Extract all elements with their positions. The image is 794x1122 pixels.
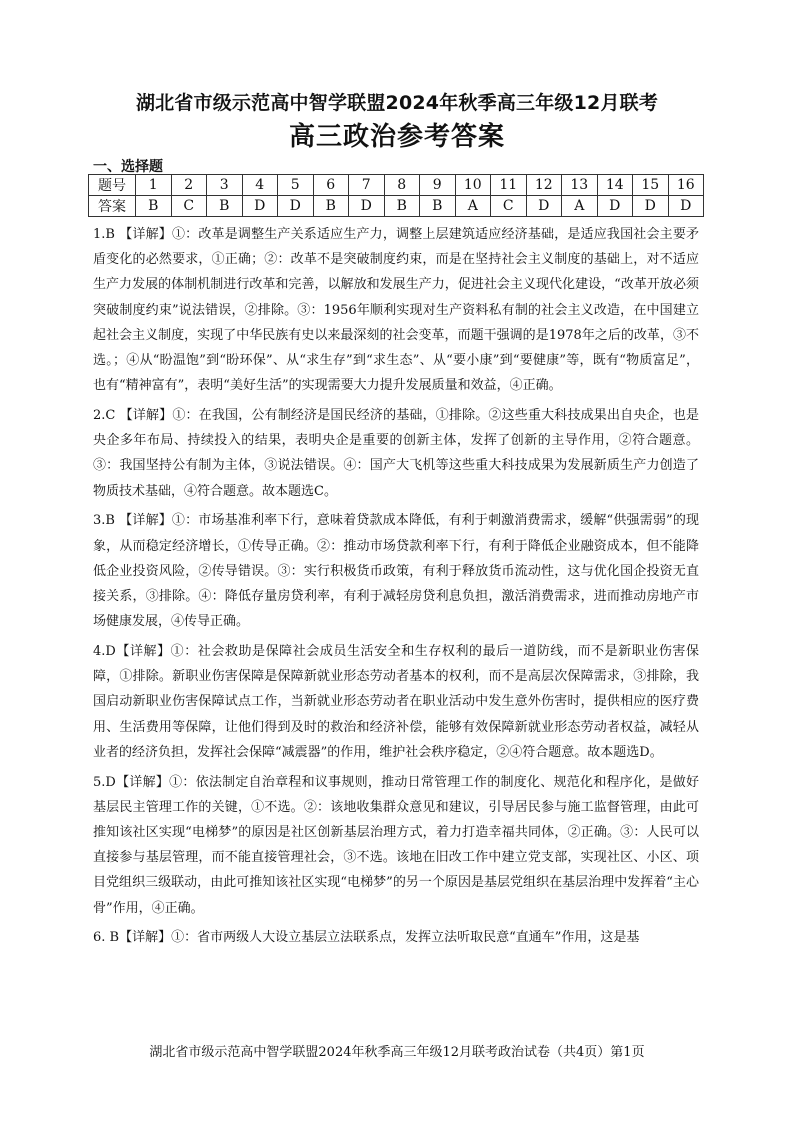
question-number: 12: [526, 175, 562, 196]
explanation-q6: 6. B【详解】①：省市两级人大设立基层立法联系点，发挥立法听取民意“直通车”作用，这是基: [93, 930, 640, 946]
question-number: 11: [491, 175, 527, 196]
answer-cell: D: [597, 196, 633, 217]
question-number-row: [89, 175, 704, 196]
answer-cell: D: [633, 196, 669, 217]
answer-cell: B: [384, 196, 420, 217]
row-label-number: 题号: [89, 175, 136, 196]
answer-cell: B: [420, 196, 456, 217]
answer-cell: D: [278, 196, 314, 217]
question-number: 13: [562, 175, 598, 196]
question-number: 15: [633, 175, 669, 196]
explanation-q2: 2.C 【详解】①：在我国，公有制经济是国民经济的基础，①排除。②这些重大科技成果出自央企，也是央企多年布局、持续投入的结果，表明央企是重要的创新主体，发挥了创新的主导作用，②符合题意。③：我国坚持公有制为主体，③说法错误。④：国产大飞机等这些重大科技成果为发展新质生产力创造了物质技术基础，④符合题意。故本题选C。: [93, 408, 699, 499]
question-number: 2: [171, 175, 207, 196]
answer-cell: D: [526, 196, 562, 217]
question-number: 5: [278, 175, 314, 196]
question-number: 6: [313, 175, 349, 196]
answer-cell: D: [242, 196, 278, 217]
question-number: 4: [242, 175, 278, 196]
answer-key-title: 高三政治参考答案: [288, 122, 505, 152]
question-number: 16: [668, 175, 704, 196]
exam-title: 湖北省市级示范高中智学联盟2024年秋季高三年级12月联考: [135, 92, 659, 114]
answer-cell: D: [349, 196, 385, 217]
question-number: 9: [420, 175, 456, 196]
answer-row: [89, 196, 704, 217]
question-number: 7: [349, 175, 385, 196]
answer-cell: C: [491, 196, 527, 217]
answer-cell: D: [668, 196, 704, 217]
question-number: 3: [207, 175, 243, 196]
answer-cell: B: [207, 196, 243, 217]
explanation-q4: 4.D【详解】①：社会救助是保障社会成员生活安全和生存权利的最后一道防线，而不是新职业伤害保障，①排除。新职业伤害保障是保障新就业形态劳动者基本的权利，而不是高层次保障需求，③排除，我国启动新职业伤害保障试点工作，当新就业形态劳动者在职业活动中发生意外伤害时，提供相应的医疗费用、生活费用等保障，让他们得到及时的救治和经济补偿，能够有效保障新就业形态劳动者权益，减轻从业者的经济负担，发挥社会保障“减震器”的作用，维护社会秩序稳定，②④符合题意。故本题选D。: [93, 644, 699, 760]
answer-cell: B: [136, 196, 172, 217]
answer-table: [88, 174, 704, 217]
question-number: 10: [455, 175, 491, 196]
row-label-answer: 答案: [89, 196, 136, 217]
explanation-q5: 5.D【详解】①：依法制定自治章程和议事规则，推动日常管理工作的制度化、规范化和程序化，是做好基层民主管理工作的关键，①不选。②：该地收集群众意见和建议，引导居民参与施工监督管理，由此可推知该社区实现“电梯梦”的原因是社区创新基层治理方式，着力打造幸福共同体，②正确。③：人民可以直接参与基层管理，而不能直接管理社会，③不选。该地在旧改工作中建立党支部，实现社区、小区、项目党组织三级联动，由此可推知该社区实现“电梯梦”的另一个原因是基层党组织在基层治理中发挥着“主心骨”作用，④正确。: [93, 774, 699, 916]
answer-cell: A: [455, 196, 491, 217]
question-number: 8: [384, 175, 420, 196]
answer-cell: C: [171, 196, 207, 217]
page-footer: 湖北省市级示范高中智学联盟2024年秋季高三年级12月联考政治试卷（共4页）第1页: [149, 1045, 645, 1060]
explanation-body: [93, 222, 699, 955]
answer-cell: B: [313, 196, 349, 217]
question-number: 14: [597, 175, 633, 196]
explanation-q1: 1.B 【详解】①：改革是调整生产关系适应生产力，调整上层建筑适应经济基础，是适应我国社会主要矛盾变化的必然要求，①正确；②：改革不是突破制度约束，而是在坚持社会主义制度的基础上，对不适应生产力发展的体制机制进行改革和完善，以解放和发展生产力，促进社会主义现代化建设，“改革开放必须突破制度约束”说法错误，②排除。③：1956年顺利实现对生产资料私有制的社会主义改造，在中国建立起社会主义制度，实现了中华民族有史以来最深刻的社会变革，而题干强调的是1978年之后的改革，③不选。；④从“盼温饱”到“盼环保”、从“求生存”到“求生态”、从“要小康”到“要健康”等，既有“物质富足”，也有“精神富有”，表明“美好生活”的实现需要大力提升发展质量和效益，④正确。: [93, 227, 699, 394]
section-heading: 一、选择题: [93, 159, 163, 175]
answer-cell: A: [562, 196, 598, 217]
question-number: 1: [136, 175, 172, 196]
explanation-q3: 3.B 【详解】①：市场基准利率下行，意味着贷款成本降低，有利于刺激消费需求，缓解“供强需弱”的现象，从而稳定经济增长，①传导正确。②：推动市场贷款利率下行，有利于降低企业融资成本，但不能降低企业投资风险，②传导错误。③：实行积极货币政策，有利于释放货币流动性，这与优化国企投资无直接关系，③排除。④：降低存量房贷利率，有利于减轻房贷利息负担，激活消费需求，进而推动房地产市场健康发展，④传导正确。: [93, 513, 699, 630]
